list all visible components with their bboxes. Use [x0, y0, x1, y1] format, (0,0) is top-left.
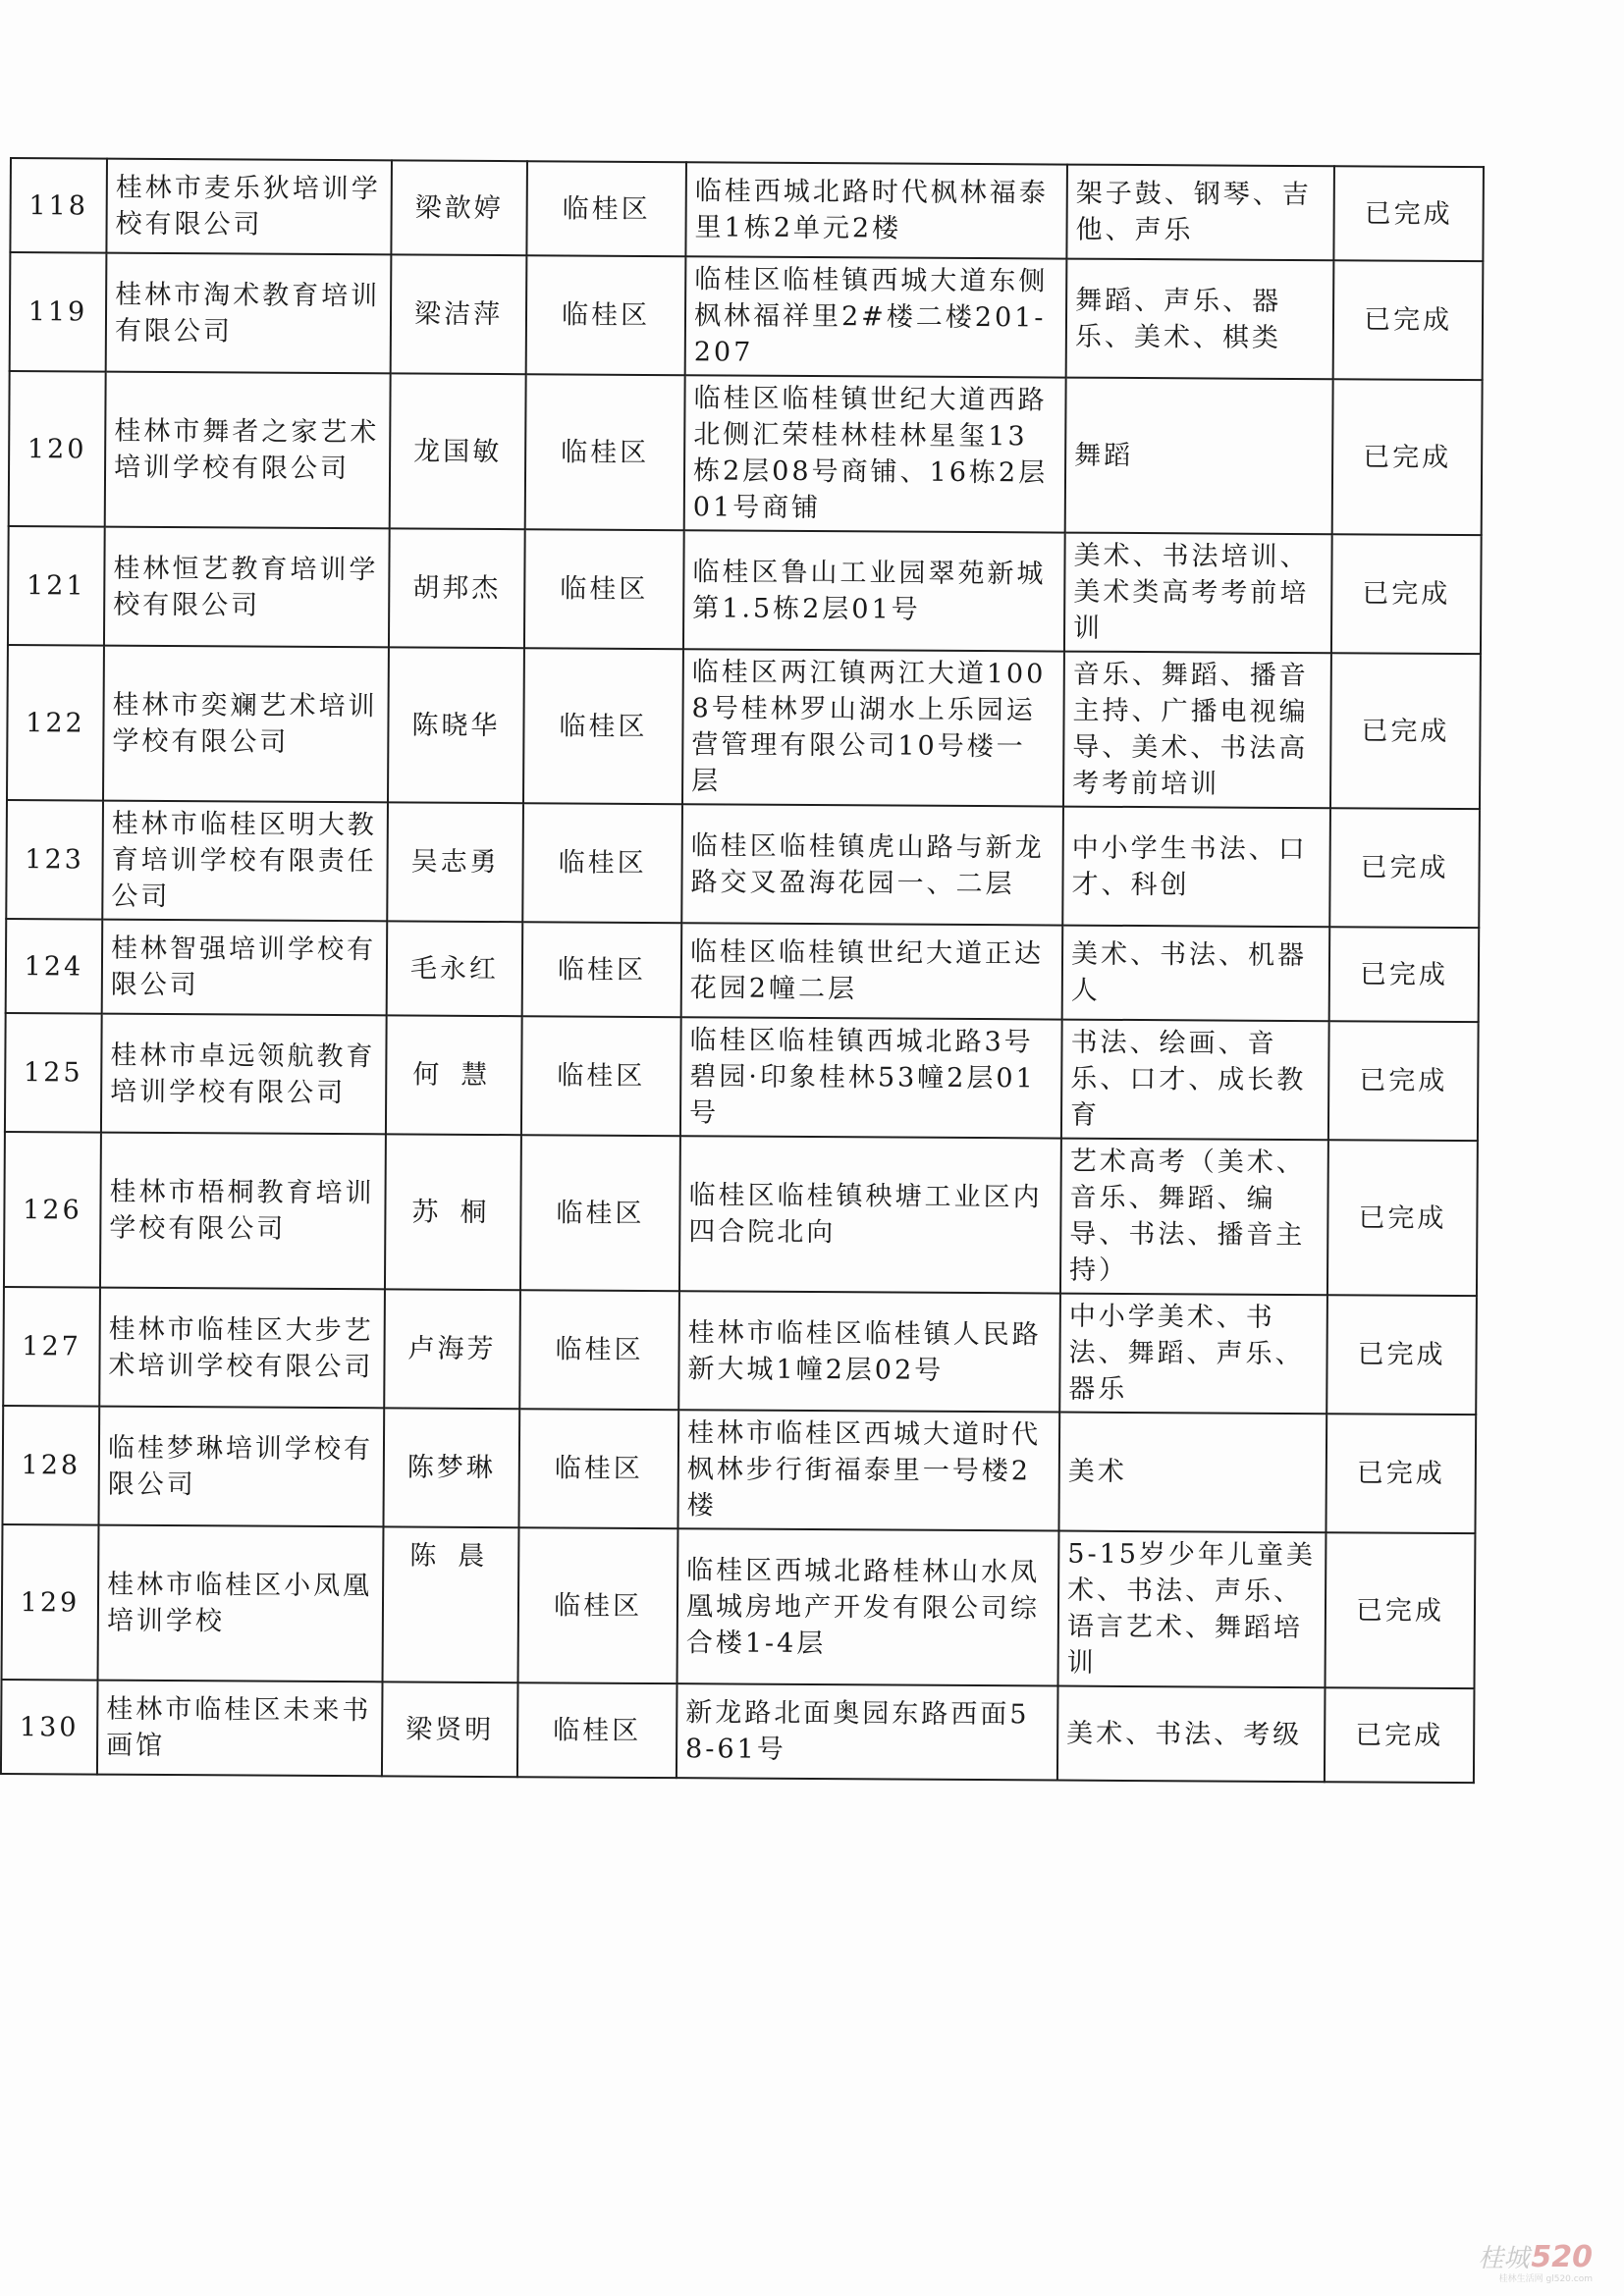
training-subjects: 美术、书法、机器人: [1062, 926, 1330, 1022]
table-row: [10, 158, 1484, 261]
status: 已完成: [1333, 166, 1484, 261]
legal-representative: 胡邦杰: [389, 528, 525, 648]
table-row: [4, 1132, 1478, 1296]
training-subjects: 美术、书法培训、美术类高考考前培训: [1064, 533, 1332, 654]
status: 已完成: [1326, 1414, 1476, 1533]
district: 临桂区: [522, 803, 682, 923]
address: 临桂区鲁山工业园翠苑新城第1.5栋2层01号: [683, 530, 1065, 651]
district: 临桂区: [524, 529, 684, 649]
district: 临桂区: [526, 161, 686, 256]
status: 已完成: [1327, 1140, 1478, 1296]
district: 临桂区: [518, 1409, 678, 1528]
school-name: 桂林市临桂区未来书画馆: [97, 1681, 383, 1777]
watermark-subtitle: 桂林生活网 gl520.com: [1498, 2274, 1593, 2284]
status: 已完成: [1332, 379, 1483, 535]
address: 新龙路北面奥园东路西面58-61号: [677, 1683, 1058, 1780]
status: 已完成: [1333, 260, 1484, 380]
row-number: 128: [2, 1406, 99, 1525]
row-number: 118: [10, 158, 107, 253]
status: 已完成: [1331, 534, 1482, 654]
row-number: 125: [5, 1013, 102, 1133]
table-row: [6, 800, 1480, 928]
address: 桂林市临桂区临桂镇人民路新大城1幢2层02号: [678, 1291, 1060, 1412]
table-row: [2, 1524, 1476, 1688]
row-number: 122: [7, 645, 104, 801]
district: 临桂区: [526, 255, 686, 375]
school-name: 桂林恒艺教育培训学校有限公司: [104, 527, 390, 648]
address: 临桂区临桂镇秧塘工业区内四合院北向: [679, 1136, 1061, 1293]
school-name: 桂林市麦乐狄培训学校有限公司: [106, 159, 392, 255]
status: 已完成: [1329, 927, 1480, 1022]
address: 临桂区临桂镇虎山路与新龙路交叉盈海花园一、二层: [681, 804, 1063, 925]
legal-representative: 何慧: [386, 1015, 522, 1135]
training-subjects: 舞蹈: [1065, 378, 1333, 535]
row-number: 129: [2, 1524, 99, 1681]
legal-representative: 梁歆婷: [391, 160, 527, 255]
training-subjects: 艺术高考（美术、音乐、舞蹈、编导、书法、播音主持）: [1060, 1139, 1328, 1296]
table-row: [7, 645, 1481, 809]
watermark-brand: 桂城: [1478, 2244, 1530, 2273]
school-name: 桂林市淘术教育培训有限公司: [106, 253, 392, 374]
school-name: 桂林市梧桐教育培训学校有限公司: [100, 1133, 386, 1290]
training-school-register-table: [0, 157, 1485, 1784]
address: 桂林市临桂区西城大道时代枫林步行街福泰里一号楼2楼: [677, 1410, 1059, 1530]
table-row: [5, 1013, 1479, 1141]
district: 临桂区: [519, 1290, 679, 1410]
training-subjects: 中小学生书法、口才、科创: [1062, 807, 1330, 928]
site-watermark: [1478, 2238, 1593, 2284]
address: 临桂区临桂镇西城大道东侧枫林福祥里2#楼二楼201-207: [685, 256, 1067, 377]
address: 临桂区临桂镇世纪大道正达花园2幢二层: [681, 923, 1063, 1019]
legal-representative: 苏桐: [385, 1134, 521, 1290]
training-subjects: 架子鼓、钢琴、吉他、声乐: [1066, 165, 1334, 261]
status: 已完成: [1328, 1021, 1479, 1141]
row-number: 121: [8, 526, 105, 646]
legal-representative: 梁贤明: [382, 1682, 518, 1777]
training-subjects: 中小学美术、书法、舞蹈、声乐、器乐: [1059, 1294, 1327, 1415]
school-name: 桂林市临桂区小凤凰培训学校: [98, 1525, 384, 1682]
school-name: 桂林市临桂区明大教育培训学校有限责任公司: [102, 801, 388, 922]
status: 已完成: [1326, 1295, 1477, 1415]
district: 临桂区: [517, 1682, 677, 1778]
district: 临桂区: [520, 1135, 680, 1291]
row-number: 119: [10, 252, 107, 372]
row-number: 127: [3, 1287, 100, 1407]
school-name: 桂林市奕斓艺术培训学校有限公司: [103, 646, 389, 803]
legal-representative: 陈梦琳: [383, 1408, 519, 1527]
legal-representative: 龙国敏: [390, 373, 526, 529]
legal-representative: 毛永红: [387, 921, 523, 1016]
legal-representative: 梁洁萍: [391, 254, 527, 374]
training-subjects: 美术、书法、考级: [1057, 1686, 1326, 1783]
training-subjects: 音乐、舞蹈、播音主持、广播电视编导、美术、书法高考考前培训: [1063, 652, 1331, 809]
watermark-number: 520: [1531, 2240, 1593, 2274]
table-row: [3, 1287, 1477, 1415]
row-number: 126: [4, 1132, 101, 1288]
school-name: 桂林智强培训学校有限公司: [102, 920, 388, 1016]
district: 临桂区: [522, 922, 682, 1017]
school-name: 临桂梦琳培训学校有限公司: [98, 1407, 384, 1527]
address: 临桂区两江镇两江大道1008号桂林罗山湖水上乐园运营管理有限公司10号楼一层: [682, 649, 1064, 806]
table-row: [1, 1680, 1475, 1783]
school-name: 桂林市临桂区大步艺术培训学校有限公司: [99, 1288, 385, 1409]
training-subjects: 5-15岁少年儿童美术、书法、声乐、语言艺术、舞蹈培训: [1058, 1531, 1326, 1688]
legal-representative: 陈晨: [383, 1526, 519, 1682]
table-row: [9, 371, 1483, 535]
district: 临桂区: [518, 1527, 678, 1683]
status: 已完成: [1326, 1532, 1476, 1688]
district: 临桂区: [523, 648, 683, 804]
row-number: 123: [6, 800, 103, 920]
legal-representative: 陈晓华: [388, 647, 524, 803]
address: 临桂区西城北路桂林山水凤凰城房地产开发有限公司综合楼1-4层: [677, 1528, 1059, 1685]
table-row: [8, 526, 1482, 654]
address: 临桂区临桂镇西城北路3号碧园·印象桂林53幢2层01号: [680, 1017, 1062, 1138]
school-name: 桂林市舞者之家艺术培训学校有限公司: [105, 372, 391, 529]
row-number: 124: [6, 919, 103, 1014]
status: 已完成: [1329, 808, 1480, 928]
legal-representative: 卢海芳: [384, 1289, 520, 1409]
training-subjects: 美术: [1058, 1413, 1326, 1533]
status: 已完成: [1325, 1687, 1475, 1783]
table-row: [2, 1406, 1476, 1533]
address: 临桂西城北路时代枫林福泰里1栋2单元2楼: [685, 162, 1067, 258]
legal-representative: 吴志勇: [387, 802, 523, 922]
address: 临桂区临桂镇世纪大道西路北侧汇荣桂林桂林星玺13栋2层08号商铺、16栋2层01号商铺: [684, 375, 1066, 532]
district: 临桂区: [521, 1016, 681, 1136]
training-subjects: 书法、绘画、音乐、口才、成长教育: [1061, 1020, 1329, 1141]
status: 已完成: [1330, 653, 1481, 809]
table-row: [6, 919, 1480, 1022]
row-number: 120: [9, 371, 106, 527]
table-row: [10, 252, 1484, 380]
school-name: 桂林市卓远领航教育培训学校有限公司: [101, 1014, 387, 1135]
district: 临桂区: [525, 374, 685, 530]
row-number: 130: [1, 1680, 98, 1775]
training-subjects: 舞蹈、声乐、器乐、美术、棋类: [1066, 259, 1334, 380]
